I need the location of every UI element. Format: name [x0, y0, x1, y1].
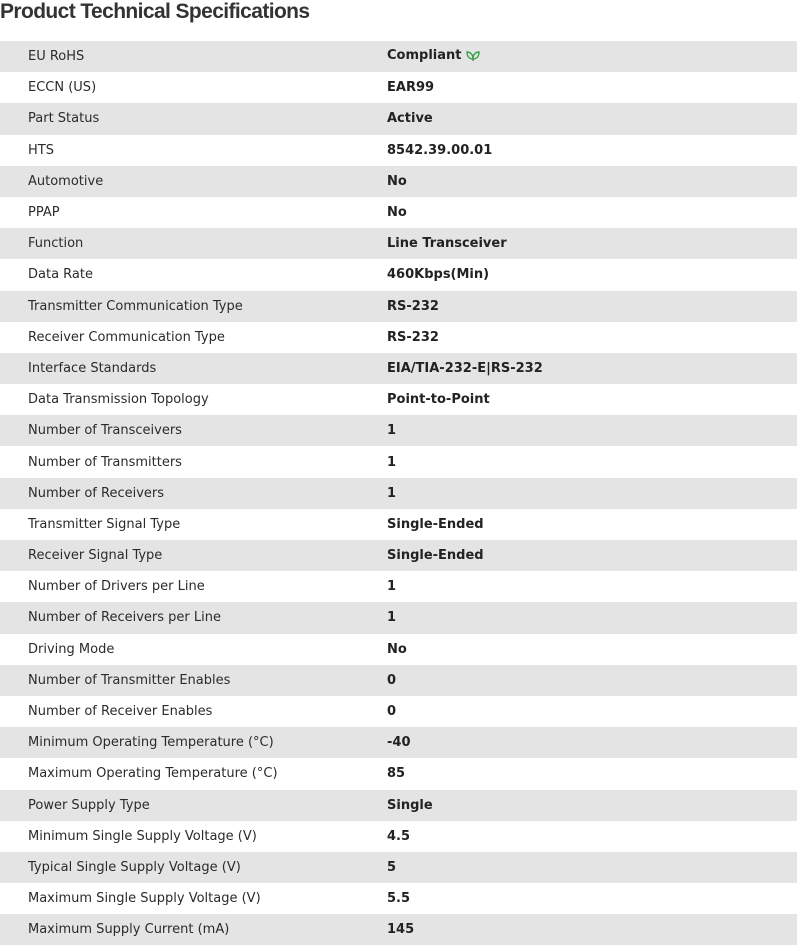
spec-row	[0, 571, 797, 602]
spec-value-cell	[387, 135, 797, 166]
spec-value: No	[387, 205, 407, 221]
spec-label: Data Transmission Topology	[28, 392, 209, 408]
spec-value: 1	[387, 454, 397, 470]
spec-row	[0, 852, 797, 883]
spec-value: No	[387, 641, 407, 657]
spec-label: Receiver Communication Type	[28, 329, 225, 345]
spec-value: No	[387, 173, 407, 189]
spec-row	[0, 103, 797, 134]
spec-value-cell	[387, 415, 797, 446]
spec-value-cell	[387, 322, 797, 353]
spec-table	[0, 41, 797, 945]
spec-value-cell	[387, 634, 797, 665]
spec-value: -40	[387, 735, 411, 751]
spec-row	[0, 540, 797, 571]
spec-value-cell	[387, 478, 797, 509]
spec-value-cell	[387, 790, 797, 821]
spec-value: Single-Ended	[387, 548, 484, 564]
spec-value: Line Transceiver	[387, 236, 507, 252]
spec-row	[0, 758, 797, 789]
spec-value-cell	[387, 821, 797, 852]
spec-value: Compliant	[387, 48, 462, 64]
spec-label: Number of Receivers	[28, 485, 165, 501]
spec-value-cell	[387, 914, 797, 945]
spec-label: Maximum Supply Current (mA)	[28, 922, 230, 938]
spec-row	[0, 696, 797, 727]
spec-row	[0, 384, 797, 415]
spec-row	[0, 135, 797, 166]
spec-value-cell	[387, 197, 797, 228]
spec-row	[0, 446, 797, 477]
spec-label: HTS	[28, 142, 54, 158]
spec-row	[0, 509, 797, 540]
spec-label: Number of Receivers per Line	[28, 610, 221, 626]
spec-row	[0, 353, 797, 384]
spec-label: Power Supply Type	[28, 797, 150, 813]
spec-value: 85	[387, 766, 406, 782]
spec-value: 1	[387, 610, 397, 626]
spec-value-cell	[387, 696, 797, 727]
spec-value: 8542.39.00.01	[387, 142, 493, 158]
spec-label: Minimum Single Supply Voltage (V)	[28, 828, 257, 844]
spec-label: Maximum Single Supply Voltage (V)	[28, 891, 261, 907]
spec-row	[0, 41, 797, 72]
spec-value: 0	[387, 704, 397, 720]
spec-value-cell	[387, 602, 797, 633]
spec-value: 0	[387, 672, 397, 688]
spec-value-cell	[387, 509, 797, 540]
spec-value: 1	[387, 423, 397, 439]
spec-label: Driving Mode	[28, 641, 115, 657]
spec-value-cell	[387, 665, 797, 696]
spec-label: Part Status	[28, 111, 100, 127]
spec-value: RS-232	[387, 329, 439, 345]
spec-value-cell	[387, 291, 797, 322]
spec-row	[0, 634, 797, 665]
spec-row	[0, 228, 797, 259]
spec-value: 5	[387, 859, 397, 875]
spec-value: 145	[387, 922, 415, 938]
spec-value-cell	[387, 540, 797, 571]
spec-label: Automotive	[28, 173, 104, 189]
spec-value-cell	[387, 758, 797, 789]
spec-value-cell	[387, 166, 797, 197]
spec-label: Minimum Operating Temperature (°C)	[28, 735, 274, 751]
spec-value: 1	[387, 579, 397, 595]
spec-label: PPAP	[28, 205, 60, 221]
page-title: Product Technical Specifications	[0, 0, 310, 23]
spec-row	[0, 665, 797, 696]
spec-row	[0, 322, 797, 353]
spec-value-cell	[387, 883, 797, 914]
spec-value-cell	[387, 852, 797, 883]
spec-label: ECCN (US)	[28, 80, 97, 96]
spec-row	[0, 914, 797, 945]
leaf-icon	[466, 49, 480, 65]
spec-value: 5.5	[387, 891, 411, 907]
spec-row	[0, 415, 797, 446]
spec-label: Receiver Signal Type	[28, 548, 163, 564]
spec-row	[0, 166, 797, 197]
spec-label: Transmitter Communication Type	[28, 298, 243, 314]
spec-value-cell	[387, 571, 797, 602]
spec-row	[0, 291, 797, 322]
spec-row	[0, 72, 797, 103]
spec-label: EU RoHS	[28, 49, 85, 65]
spec-table-body	[0, 41, 797, 945]
spec-value: Single-Ended	[387, 516, 484, 532]
spec-label: Data Rate	[28, 267, 93, 283]
spec-value: 460Kbps(Min)	[387, 267, 490, 283]
spec-value: 4.5	[387, 828, 411, 844]
spec-label: Typical Single Supply Voltage (V)	[28, 859, 241, 875]
spec-row	[0, 727, 797, 758]
spec-value: EAR99	[387, 80, 435, 96]
spec-value-cell	[387, 384, 797, 415]
spec-label: Number of Transmitter Enables	[28, 672, 231, 688]
spec-value: Point-to-Point	[387, 392, 490, 408]
spec-value: Single	[387, 797, 433, 813]
spec-label: Interface Standards	[28, 360, 157, 376]
spec-label: Number of Transmitters	[28, 454, 182, 470]
spec-label: Function	[28, 236, 84, 252]
spec-label: Number of Transceivers	[28, 423, 182, 439]
spec-value: EIA/TIA-232-E|RS-232	[387, 360, 543, 376]
spec-value: 1	[387, 485, 397, 501]
spec-value-cell	[387, 228, 797, 259]
spec-row	[0, 602, 797, 633]
spec-row	[0, 821, 797, 852]
spec-value-cell	[387, 727, 797, 758]
spec-value-cell	[387, 72, 797, 103]
spec-value-cell	[387, 446, 797, 477]
spec-value: RS-232	[387, 298, 439, 314]
spec-label: Number of Receiver Enables	[28, 704, 213, 720]
spec-value-cell	[387, 353, 797, 384]
spec-row	[0, 259, 797, 290]
spec-row	[0, 790, 797, 821]
spec-value-cell	[387, 103, 797, 134]
spec-value: Active	[387, 111, 433, 127]
spec-row	[0, 478, 797, 509]
spec-label: Number of Drivers per Line	[28, 579, 205, 595]
spec-row	[0, 883, 797, 914]
spec-value-cell	[387, 41, 797, 72]
spec-row	[0, 197, 797, 228]
spec-value-cell	[387, 259, 797, 290]
spec-label: Transmitter Signal Type	[28, 516, 181, 532]
spec-label: Maximum Operating Temperature (°C)	[28, 766, 278, 782]
